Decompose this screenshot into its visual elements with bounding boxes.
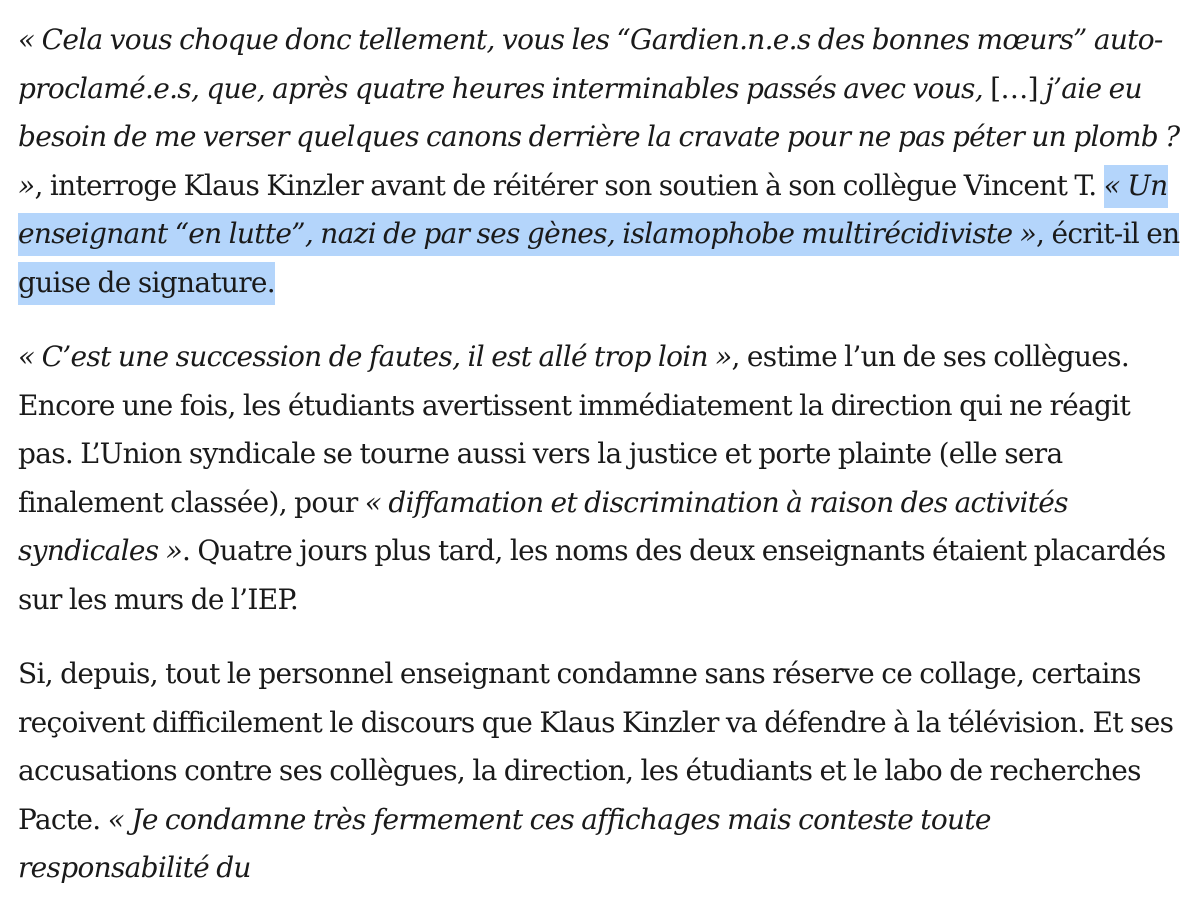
paragraph-1-text: , interroge Klaus Kinzler avant de réitérer son soutien à son collègue Vincent T. — [34, 168, 1097, 202]
paragraph-1 — [18, 16, 1186, 307]
selected-quote: « Un enseignant “en lutte”, nazi de par ses gènes, islamophobe multirécidiviste » — [18, 168, 1168, 250]
quote-part-2: j’aie eu besoin de me verser quelques canons derrière la cravate pour ne pas péter un plomb ? » — [18, 71, 1180, 202]
paragraph-3-text: Si, depuis, tout le personnel enseignant condamne sans réserve ce collage, certains reçoivent difficilement le discours que Klaus Kinzler va défendre à la télévision. Et ses accusations contre ses collègues, la direction, les étudiants et le labo de recherches Pacte. — [18, 657, 1174, 836]
paragraph-2-text-1: , estime l’un de ses collègues. Encore une fois, les étudiants avertissent immédiatement la direction qui ne réagit pas. L’Union syndicale se tourne aussi vers la justice et porte plainte (elle sera finalement classée), pour — [18, 340, 1131, 519]
paragraph-3 — [18, 650, 1186, 893]
quote-part-1: « Cela vous choque donc tellement, vous les “Gardien.n.e.s des bonnes mœurs” auto-proclamé.e.s, que, après quatre heures interminables passés avec vous, — [18, 23, 1163, 105]
paragraph-2 — [18, 333, 1186, 624]
quote-colleague: « C’est une succession de fautes, il est allé trop loin » — [18, 340, 732, 373]
selected-text-tail: , écrit-il en guise de signature. — [18, 217, 1180, 299]
quote-kinzler: « Je condamne très fermement ces affichages mais conteste toute responsabilité du — [18, 802, 991, 884]
article-body — [18, 16, 1186, 919]
quote-complaint: « diffamation et discrimination à raison des activités syndicales » — [18, 485, 1068, 567]
paragraph-2-text-2: . Quatre jours plus tard, les noms des deux enseignants étaient placardés sur les murs de l’IEP. — [18, 534, 1166, 616]
space — [1096, 169, 1103, 202]
ellipsis: […] — [990, 71, 1038, 105]
